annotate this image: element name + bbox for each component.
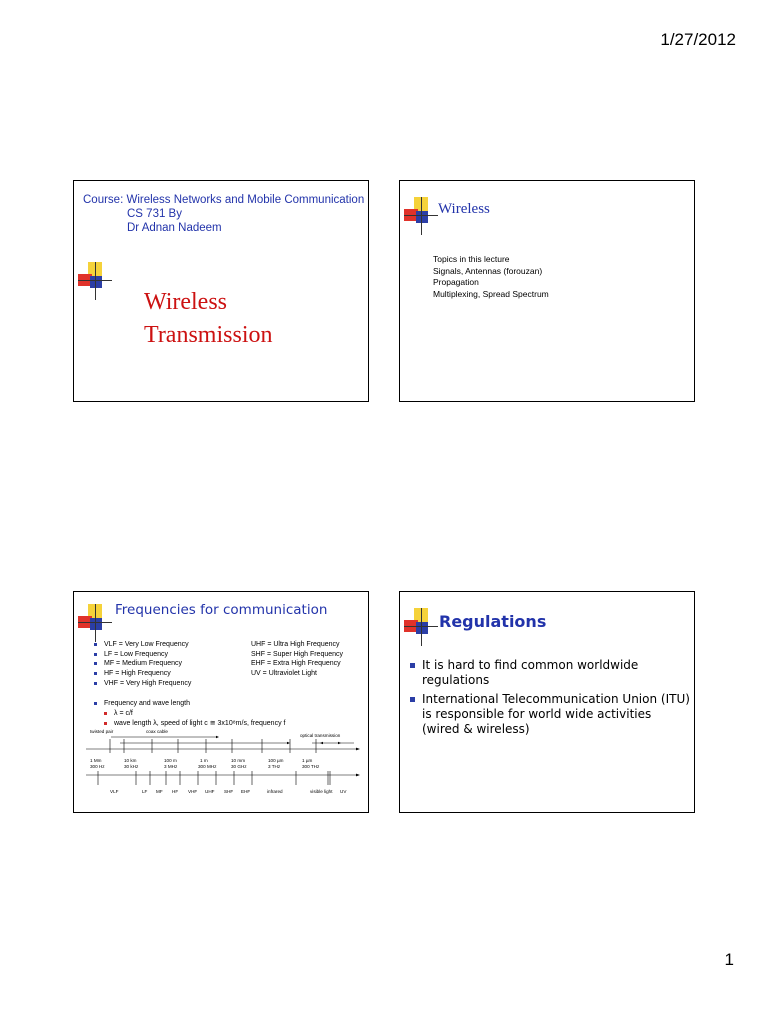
svg-text:100 m: 100 m — [164, 758, 177, 763]
slide-1 — [73, 180, 369, 402]
svg-text:10 mm: 10 mm — [231, 758, 246, 763]
list-item: SHF = Super High Frequency — [251, 650, 344, 658]
slide-title: Wireless — [438, 201, 490, 217]
decorative-squares-icon — [404, 197, 434, 233]
course-code: CS 731 By — [127, 208, 182, 220]
page-date: 1/27/2012 — [660, 30, 736, 49]
list-item: Topics in this lecture — [433, 254, 510, 264]
frequency-labels — [90, 764, 320, 769]
svg-text:HF: HF — [172, 789, 179, 794]
svg-text:3 THz: 3 THz — [268, 764, 281, 769]
list-item: EHF = Extra High Frequency — [251, 660, 341, 668]
band-abbrev-list-right — [251, 640, 343, 679]
list-item: UV = Ultraviolet Light — [251, 670, 317, 678]
svg-text:300 MHz: 300 MHz — [198, 764, 217, 769]
instructor-name: Dr Adnan Nadeem — [127, 222, 222, 234]
list-item: Multiplexing, Spread Spectrum — [433, 288, 549, 299]
svg-text:visible light: visible light — [310, 789, 333, 794]
frequency-wavelength — [94, 699, 285, 729]
svg-text:300 THz: 300 THz — [302, 764, 320, 769]
list-item: VLF = Very Low Frequency — [94, 640, 191, 650]
list-item: HF = High Frequency — [94, 669, 191, 679]
decorative-squares-icon — [78, 262, 108, 298]
coax-label: coax cable — [146, 729, 168, 734]
list-item: Frequency and wave length — [94, 699, 285, 709]
svg-text:EHF: EHF — [241, 789, 251, 794]
svg-text:3 MHz: 3 MHz — [164, 764, 178, 769]
twisted-pair-label: twisted pair — [90, 729, 114, 734]
svg-text:10 km: 10 km — [124, 758, 137, 763]
title-line: Transmission — [144, 322, 273, 348]
slide-4 — [399, 591, 695, 813]
list-item: VHF = Very High Frequency — [94, 679, 191, 689]
page-number: 1 — [724, 950, 734, 969]
wavelength-labels — [90, 758, 312, 763]
list-item: UHF = Ultra High Frequency — [251, 641, 340, 648]
slide-title: Frequencies for communication — [115, 602, 328, 618]
svg-text:UHF: UHF — [205, 789, 215, 794]
slide-2 — [399, 180, 695, 402]
optical-label: optical transmission — [300, 733, 341, 738]
svg-text:1 m: 1 m — [200, 758, 208, 763]
list-item: LF = Low Frequency — [94, 650, 191, 660]
formula: λ = c/f — [94, 709, 285, 719]
band-abbrev-list-left — [94, 640, 191, 689]
svg-text:30 kHz: 30 kHz — [124, 764, 139, 769]
svg-text:VLF: VLF — [110, 789, 119, 794]
svg-text:30 GHz: 30 GHz — [231, 764, 247, 769]
list-item: International Telecommunication Union (ITU) is responsible for world wide activities (wired & wireless) — [410, 692, 690, 737]
list-item: MF = Medium Frequency — [94, 659, 191, 669]
topics-list — [433, 254, 549, 300]
svg-text:UV: UV — [340, 789, 347, 794]
slide-title: Regulations — [439, 612, 547, 631]
svg-text:1 Mm: 1 Mm — [90, 758, 102, 763]
svg-text:LF: LF — [142, 789, 148, 794]
svg-text:SHF: SHF — [224, 789, 234, 794]
formula: wave length λ, speed of light c ≅ 3x10⁸m/s, frequency f — [94, 719, 285, 729]
regulations-list — [410, 658, 690, 741]
svg-text:300 Hz: 300 Hz — [90, 764, 105, 769]
spectrum-diagram — [84, 729, 364, 799]
band-labels — [110, 789, 347, 794]
svg-text:1 µm: 1 µm — [302, 758, 313, 763]
slide-3 — [73, 591, 369, 813]
list-item: It is hard to find common worldwide regulations — [410, 658, 690, 688]
svg-text:100 µm: 100 µm — [268, 758, 284, 763]
list-item: Propagation — [433, 277, 479, 287]
svg-text:VHF: VHF — [188, 789, 198, 794]
course-info — [83, 193, 364, 235]
decorative-squares-icon — [404, 608, 434, 644]
list-item: Signals, Antennas (forouzan) — [433, 265, 543, 276]
slide-title — [144, 286, 272, 352]
svg-text:MF: MF — [156, 789, 163, 794]
title-line: Wireless — [144, 289, 228, 315]
svg-text:infrared: infrared — [267, 789, 283, 794]
decorative-squares-icon — [78, 604, 108, 640]
course-line: Course: Wireless Networks and Mobile Communication — [83, 194, 365, 206]
